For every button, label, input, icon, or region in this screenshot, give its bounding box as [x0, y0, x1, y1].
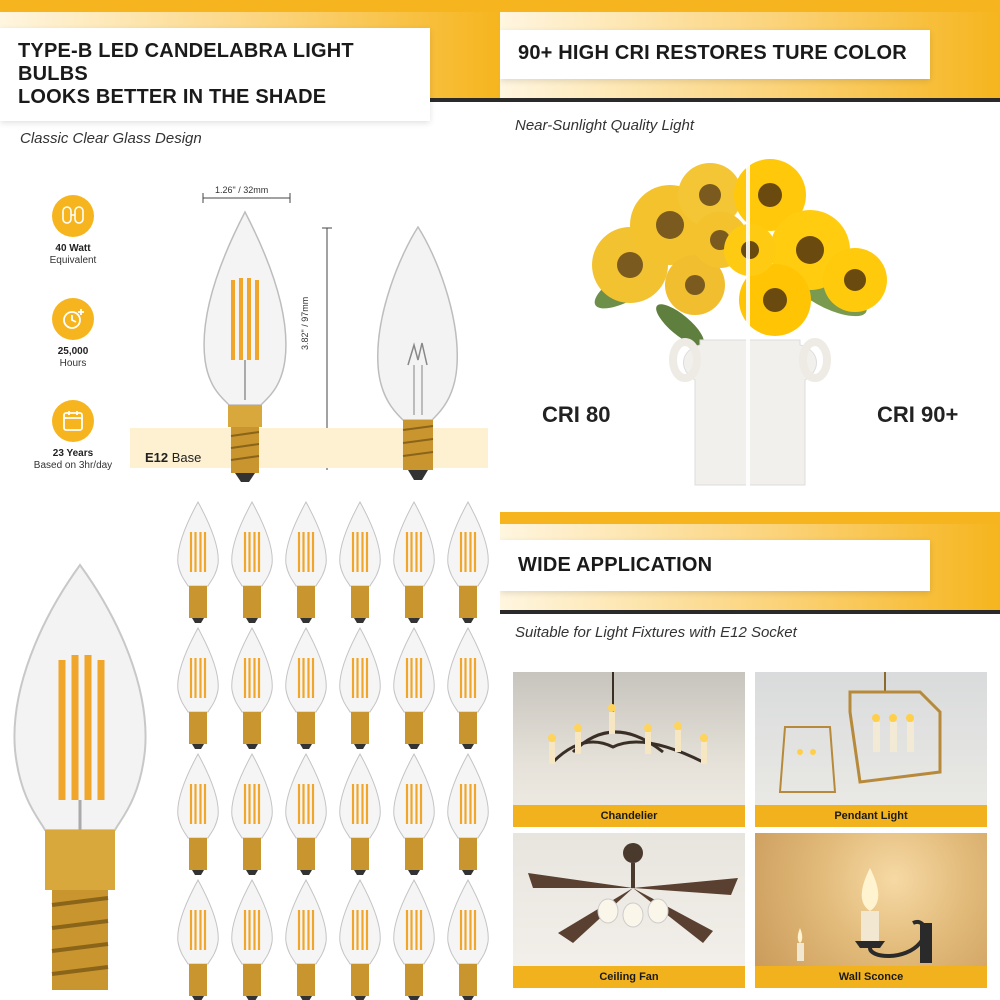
sunflower-vase-image [560, 155, 900, 495]
pack-bulb [340, 754, 381, 875]
incandescent-bulb-image [370, 225, 465, 485]
large-bulb [14, 565, 145, 990]
caption-wall-sconce: Wall Sconce [755, 966, 987, 988]
pack-bulb [286, 502, 327, 623]
feature-line-1: 23 Years [52, 448, 94, 459]
ceiling-fan-icon [513, 833, 745, 966]
panel-bulb-pack [0, 500, 500, 1000]
subtitle: Near-Sunlight Quality Light [515, 117, 694, 134]
title-box [500, 30, 930, 79]
pack-bulb [178, 502, 219, 623]
photo-ceiling-fan [513, 833, 745, 988]
pack-bulb [232, 628, 273, 749]
feature-line-1: 25,000 [57, 346, 89, 357]
title-box [500, 540, 930, 591]
cri-right-label: CRI 90+ [877, 402, 959, 427]
photo-chandelier [513, 672, 745, 827]
pack-bulb [448, 880, 489, 1000]
pack-bulb [178, 754, 219, 875]
subtitle: Classic Clear Glass Design [20, 130, 202, 147]
pack-bulb [448, 502, 489, 623]
panel-cri [500, 0, 1000, 500]
base-label-bold: E12 [145, 450, 169, 465]
title: 90+ HIGH CRI RESTORES TURE COLOR [518, 42, 907, 64]
bulb-pack-image [0, 500, 500, 1000]
pack-bulb [232, 880, 273, 1000]
feature-line-2: Based on 3hr/day [33, 460, 113, 471]
height-label: 3.82" / 97mm [300, 296, 310, 350]
pack-bulb [286, 754, 327, 875]
title-line-2: LOOKS BETTER IN THE SHADE [18, 86, 327, 108]
header-bar [500, 0, 1000, 110]
pack-bulb [448, 628, 489, 749]
width-label: 1.26" / 32mm [215, 185, 269, 195]
base-label-rest: Base [168, 450, 202, 465]
header-bar [500, 512, 1000, 622]
panel-application [500, 500, 1000, 1000]
caption-chandelier: Chandelier [513, 805, 745, 827]
pack-bulb [232, 502, 273, 623]
title: WIDE APPLICATION [518, 554, 713, 576]
pendant-light-icon [755, 672, 987, 805]
caption-ceiling-fan: Ceiling Fan [513, 966, 745, 988]
caption-pendant: Pendant Light [755, 805, 987, 827]
pack-bulb [286, 628, 327, 749]
pack-bulb [394, 880, 435, 1000]
pack-bulb [448, 754, 489, 875]
pack-bulb [394, 502, 435, 623]
title-line-1: TYPE-B LED CANDELABRA LIGHT BULBS [18, 40, 354, 85]
base-label [145, 450, 201, 465]
pack-bulb [178, 880, 219, 1000]
wall-sconce-icon [755, 833, 987, 966]
pack-bulb [340, 880, 381, 1000]
subtitle: Suitable for Light Fixtures with E12 Socket [515, 624, 797, 641]
photo-pendant [755, 672, 987, 827]
pack-bulb [394, 628, 435, 749]
pack-bulb [394, 754, 435, 875]
pack-bulb [232, 754, 273, 875]
cri-left-label: CRI 80 [542, 402, 611, 427]
pack-bulb [340, 502, 381, 623]
feature-line-2: Equivalent [49, 255, 97, 266]
feature-line-2: Hours [59, 358, 87, 369]
pack-bulb [286, 880, 327, 1000]
feature-line-1: 40 Watt [55, 243, 91, 254]
chandelier-icon [513, 672, 745, 805]
panel-bulb-specs [0, 0, 500, 500]
led-bulb-image [195, 210, 295, 485]
pack-bulb [178, 628, 219, 749]
pack-bulb [340, 628, 381, 749]
photo-wall-sconce [755, 833, 987, 988]
